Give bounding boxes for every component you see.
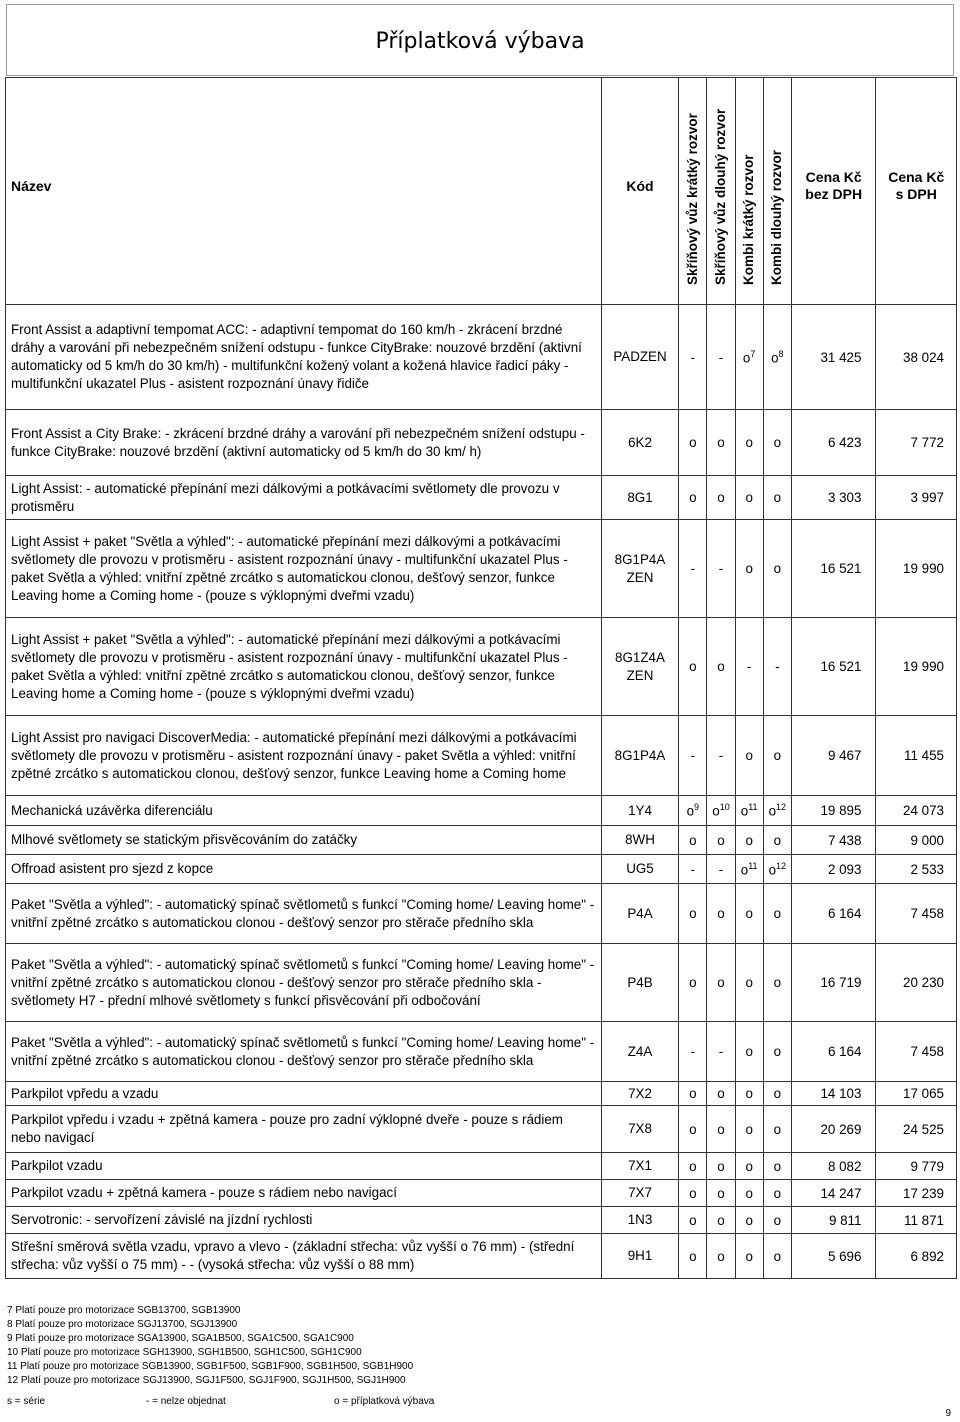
option-code: 9H1 <box>601 1234 678 1279</box>
availability-cell: o <box>763 826 791 855</box>
table-row <box>6 1234 957 1279</box>
availability-cell: o <box>763 1106 791 1153</box>
availability-cell: - <box>763 618 791 716</box>
footnote-ref: 12 <box>776 802 787 813</box>
option-code: P4B <box>601 944 678 1022</box>
option-code: Z4A <box>601 1022 678 1082</box>
availability-cell: o <box>707 826 735 855</box>
availability-cell: - <box>707 520 735 618</box>
option-code: 8G1P4A ZEN <box>601 520 678 618</box>
availability-cell: - <box>679 855 707 884</box>
option-name: Parkpilot vzadu + zpětná kamera - pouze s rádiem nebo navigací <box>6 1180 602 1207</box>
price-with-vat: 38 024 <box>876 305 957 410</box>
availability-cell: - <box>679 305 707 410</box>
header-variant-1: Skříňový vůz krátký rozvor <box>679 78 707 305</box>
availability-cell: o <box>735 520 763 618</box>
table-row <box>6 796 957 826</box>
availability-cell: - <box>679 716 707 796</box>
footnote-ref: 9 <box>694 802 700 813</box>
header-variant-4: Kombi dlouhý rozvor <box>763 78 791 305</box>
price-without-vat: 3 303 <box>791 476 876 520</box>
availability-cell: o <box>735 1207 763 1234</box>
availability-cell: o <box>679 410 707 476</box>
price-with-vat: 19 990 <box>876 520 957 618</box>
price-with-vat: 24 073 <box>876 796 957 826</box>
option-name: Front Assist a City Brake: - zkrácení brzdné dráhy a varování při nebezpečném snížení odstupu - funkce CityBrake: nouzové brzdění (aktivní automaticky od 5 km/h do 30 km/ h) <box>6 410 602 476</box>
availability-cell: - <box>707 855 735 884</box>
footnote-ref: 7 <box>750 348 756 359</box>
availability-cell: o <box>679 1082 707 1106</box>
price-without-vat: 2 093 <box>791 855 876 884</box>
option-name: Parkpilot vpředu a vzadu <box>6 1082 602 1106</box>
footnote-ref: 12 <box>776 860 787 871</box>
availability-cell: o <box>735 716 763 796</box>
availability-cell: o <box>763 1022 791 1082</box>
legend-optional: o = příplatková výbava <box>334 1396 435 1407</box>
table-row <box>6 1180 957 1207</box>
option-name: Mlhové světlomety se statickým přisvěcováním do zatáčky <box>6 826 602 855</box>
availability-cell: o <box>763 1180 791 1207</box>
price-without-vat: 16 719 <box>791 944 876 1022</box>
option-code: 6K2 <box>601 410 678 476</box>
availability-cell: o <box>707 1106 735 1153</box>
option-code: 8G1 <box>601 476 678 520</box>
availability-cell: o <box>679 476 707 520</box>
availability-cell: o <box>735 1234 763 1279</box>
price-without-vat: 31 425 <box>791 305 876 410</box>
price-with-vat: 3 997 <box>876 476 957 520</box>
availability-cell: $o^{12}$ <box>763 796 791 826</box>
availability-cell: o <box>707 1082 735 1106</box>
availability-cell: o <box>763 476 791 520</box>
table-row <box>6 305 957 410</box>
price-without-vat: 16 521 <box>791 618 876 716</box>
availability-cell: - <box>707 305 735 410</box>
option-name: Paket "Světla a výhled": - automatický spínač světlometů s funkcí "Coming home/ Leaving home" - vnitřní zpětné zrcátko s automatickou clonou - dešťový senzor pro stěrače předního skla - světlomety H7 - přední mlhové světlomety s funkcí přisvěcování při odbočování <box>6 944 602 1022</box>
availability-cell: o <box>763 410 791 476</box>
price-with-vat: 19 990 <box>876 618 957 716</box>
option-name: Mechanická uzávěrka diferenciálu <box>6 796 602 826</box>
availability-cell: - <box>679 520 707 618</box>
price-with-vat: 11 455 <box>876 716 957 796</box>
price-with-vat: 2 533 <box>876 855 957 884</box>
price-without-vat: 6 423 <box>791 410 876 476</box>
option-name: Parkpilot vzadu <box>6 1153 602 1180</box>
option-code: P4A <box>601 884 678 944</box>
price-with-vat: 7 458 <box>876 1022 957 1082</box>
option-code: 1N3 <box>601 1207 678 1234</box>
table-row <box>6 1153 957 1180</box>
table-row <box>6 884 957 944</box>
price-with-vat: 7 458 <box>876 884 957 944</box>
option-name: Front Assist a adaptivní tempomat ACC: - adaptivní tempomat do 160 km/h - zkrácení brzdné dráhy a varování při nebezpečném snížení odstupu - funkce CityBrake: nouzové brzdění (aktivní automaticky od 5 km/h do 30 km/h) - multifunkční kožený volant a kožená hlavice řadicí páky - multifunkční ukazatel Plus - asistent rozpoznání únavy řidiče <box>6 305 602 410</box>
price-without-vat: 7 438 <box>791 826 876 855</box>
footnote: 10 Platí pouze pro motorizace SGH13900, SGH1B500, SGH1C500, SGH1C900 <box>7 1347 362 1358</box>
option-code: 7X8 <box>601 1106 678 1153</box>
option-code: 7X2 <box>601 1082 678 1106</box>
footnote: 11 Platí pouze pro motorizace SGB13900, SGB1F500, SGB1F900, SGB1H500, SGB1H900 <box>7 1361 414 1372</box>
price-with-vat: 9 779 <box>876 1153 957 1180</box>
availability-cell: o <box>679 1153 707 1180</box>
availability-cell: - <box>679 1022 707 1082</box>
option-code: 7X7 <box>601 1180 678 1207</box>
price-without-vat: 9 811 <box>791 1207 876 1234</box>
table-row <box>6 1082 957 1106</box>
price-without-vat: 8 082 <box>791 1153 876 1180</box>
price-with-vat: 6 892 <box>876 1234 957 1279</box>
option-name: Parkpilot vpředu i vzadu + zpětná kamera - pouze pro zadní výklopné dveře - pouze s rádiem nebo navigací <box>6 1106 602 1153</box>
option-name: Offroad asistent pro sjezd z kopce <box>6 855 602 884</box>
availability-cell: o <box>707 884 735 944</box>
header-price-with-vat: Cena Kč s DPH <box>876 78 957 305</box>
table-header-row <box>6 78 957 305</box>
availability-cell: $o^9$ <box>679 796 707 826</box>
availability-cell: o <box>763 1082 791 1106</box>
footnote: 8 Platí pouze pro motorizace SGJ13700, SGJ13900 <box>7 1319 238 1330</box>
option-name: Servotronic: - servořízení závislé na jízdní rychlosti <box>6 1207 602 1234</box>
availability-cell: $o^8$ <box>763 305 791 410</box>
availability-cell: o <box>679 618 707 716</box>
table-row <box>6 1106 957 1153</box>
price-without-vat: 6 164 <box>791 1022 876 1082</box>
price-without-vat: 16 521 <box>791 520 876 618</box>
availability-cell: $o^{12}$ <box>763 855 791 884</box>
price-without-vat: 19 895 <box>791 796 876 826</box>
availability-cell: o <box>707 618 735 716</box>
footnote: 12 Platí pouze pro motorizace SGJ13900, SGJ1F500, SGJ1F900, SGJ1H500, SGJ1H900 <box>7 1375 406 1386</box>
availability-cell: o <box>707 1207 735 1234</box>
table-row <box>6 855 957 884</box>
availability-cell: o <box>679 884 707 944</box>
availability-cell: o <box>707 410 735 476</box>
availability-cell: o <box>707 1180 735 1207</box>
table-row <box>6 944 957 1022</box>
option-name: Střešní směrová světla vzadu, vpravo a vlevo - (základní střecha: vůz vyšší o 76 mm) - (střední střecha: vůz vyšší o 75 mm) - - (vysoká střecha: vůz vyšší o 88 mm) <box>6 1234 602 1279</box>
availability-cell: o <box>735 1180 763 1207</box>
availability-cell: o <box>735 1022 763 1082</box>
availability-cell: o <box>735 884 763 944</box>
options-table <box>5 77 957 1279</box>
availability-cell: o <box>735 944 763 1022</box>
footnote-ref: 11 <box>748 802 758 813</box>
header-variant-3: Kombi krátký rozvor <box>735 78 763 305</box>
price-with-vat: 9 000 <box>876 826 957 855</box>
page-number: 9 <box>945 1408 951 1419</box>
legend-unavailable: - = nelze objednat <box>146 1396 226 1407</box>
availability-cell: o <box>679 1180 707 1207</box>
price-without-vat: 14 247 <box>791 1180 876 1207</box>
availability-cell: o <box>707 1234 735 1279</box>
price-without-vat: 5 696 <box>791 1234 876 1279</box>
table-row <box>6 476 957 520</box>
availability-cell: o <box>763 1234 791 1279</box>
table-row <box>6 826 957 855</box>
footnote-ref: 11 <box>748 860 758 871</box>
page-title: Příplatková výbava <box>375 29 585 54</box>
price-without-vat: 6 164 <box>791 884 876 944</box>
price-with-vat: 24 525 <box>876 1106 957 1153</box>
price-without-vat: 14 103 <box>791 1082 876 1106</box>
header-code: Kód <box>601 78 678 305</box>
availability-cell: $o^7$ <box>735 305 763 410</box>
availability-cell: o <box>763 520 791 618</box>
option-code: 7X1 <box>601 1153 678 1180</box>
option-name: Light Assist + paket "Světla a výhled": - automatické přepínání mezi dálkovými a potkávacími světlomety dle provozu v protisměru - asistent rozpoznání únavy - multifunkční ukazatel Plus - paket Světla a výhled: vnitřní zpětné zrcátko s automatickou clonou, dešťový senzor, funkce Leaving home a Coming home - (pouze s výklopnými dveřmi vzadu) <box>6 618 602 716</box>
availability-cell: o <box>735 1106 763 1153</box>
availability-cell: o <box>735 826 763 855</box>
option-code: 8WH <box>601 826 678 855</box>
option-code: 8G1Z4A ZEN <box>601 618 678 716</box>
price-without-vat: 20 269 <box>791 1106 876 1153</box>
availability-cell: o <box>735 1082 763 1106</box>
price-with-vat: 20 230 <box>876 944 957 1022</box>
footnote-ref: 8 <box>778 348 784 359</box>
availability-cell: o <box>763 716 791 796</box>
title-box <box>6 4 954 76</box>
legend-standard: s = série <box>7 1396 46 1407</box>
header-name: Název <box>6 78 602 305</box>
availability-cell: o <box>707 476 735 520</box>
availability-cell: o <box>763 884 791 944</box>
header-variant-2: Skříňový vůz dlouhý rozvor <box>707 78 735 305</box>
availability-cell: $o^{11}$ <box>735 855 763 884</box>
header-price-without-vat: Cena Kč bez DPH <box>791 78 876 305</box>
availability-cell: o <box>735 410 763 476</box>
availability-cell: o <box>763 1207 791 1234</box>
availability-cell: o <box>707 1153 735 1180</box>
option-name: Paket "Světla a výhled": - automatický spínač světlometů s funkcí "Coming home/ Leaving home" - vnitřní zpětné zrcátko s automatickou clonou - dešťový senzor pro stěrače předního skla <box>6 1022 602 1082</box>
price-with-vat: 17 239 <box>876 1180 957 1207</box>
option-code: 1Y4 <box>601 796 678 826</box>
availability-cell: o <box>679 944 707 1022</box>
availability-cell: o <box>707 944 735 1022</box>
footnote-ref: 10 <box>719 802 730 813</box>
option-name: Paket "Světla a výhled": - automatický spínač světlometů s funkcí "Coming home/ Leaving home" - vnitřní zpětné zrcátko s automatickou clonou - dešťový senzor pro stěrače předního skla <box>6 884 602 944</box>
option-name: Light Assist pro navigaci DiscoverMedia: - automatické přepínání mezi dálkovými a potkávacími světlomety dle provozu v protisměru - asistent rozpoznání únavy - paket Světla a výhled: vnitřní zpětné zrcátko s automatickou clonou, dešťový senzor, funkce Leaving home a Coming home <box>6 716 602 796</box>
availability-cell: $o^{11}$ <box>735 796 763 826</box>
availability-cell: - <box>707 1022 735 1082</box>
table-row <box>6 410 957 476</box>
price-with-vat: 17 065 <box>876 1082 957 1106</box>
footnote: 7 Platí pouze pro motorizace SGB13700, SGB13900 <box>7 1305 241 1316</box>
price-with-vat: 7 772 <box>876 410 957 476</box>
availability-cell: o <box>763 944 791 1022</box>
availability-cell: o <box>735 1153 763 1180</box>
availability-cell: o <box>679 826 707 855</box>
option-code: UG5 <box>601 855 678 884</box>
availability-cell: o <box>735 476 763 520</box>
availability-cell: o <box>763 1153 791 1180</box>
option-code: PADZEN <box>601 305 678 410</box>
option-name: Light Assist: - automatické přepínání mezi dálkovými a potkávacími světlomety dle provozu v protisměru <box>6 476 602 520</box>
availability-cell: o <box>679 1106 707 1153</box>
price-without-vat: 9 467 <box>791 716 876 796</box>
table-row <box>6 618 957 716</box>
availability-cell: o <box>679 1207 707 1234</box>
table-row <box>6 520 957 618</box>
option-name: Light Assist + paket "Světla a výhled": - automatické přepínání mezi dálkovými a potkávacími světlomety dle provozu v protisměru - asistent rozpoznání únavy - multifunkční ukazatel Plus - paket Světla a výhled: vnitřní zpětné zrcátko s automatickou clonou, dešťový senzor, funkce Leaving home a Coming home - (pouze s výklopnými dveřmi vzadu) <box>6 520 602 618</box>
availability-cell: - <box>735 618 763 716</box>
price-with-vat: 11 871 <box>876 1207 957 1234</box>
footnote: 9 Platí pouze pro motorizace SGA13900, SGA1B500, SGA1C500, SGA1C900 <box>7 1333 354 1344</box>
table-row <box>6 716 957 796</box>
availability-cell: o <box>679 1234 707 1279</box>
availability-cell: - <box>707 716 735 796</box>
table-row <box>6 1207 957 1234</box>
option-code: 8G1P4A <box>601 716 678 796</box>
footnotes <box>7 1304 413 1388</box>
table-row <box>6 1022 957 1082</box>
availability-cell: $o^{10}$ <box>707 796 735 826</box>
